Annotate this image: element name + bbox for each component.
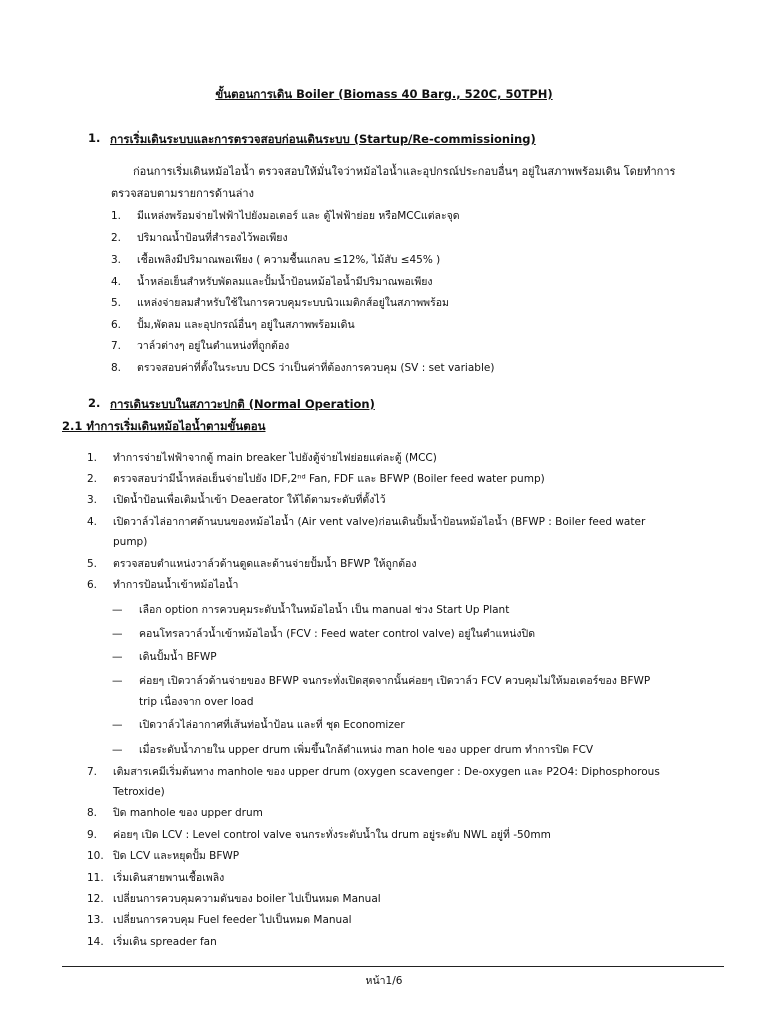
section-1-number: 1. <box>88 131 101 145</box>
item-number: 5. <box>111 297 122 309</box>
item-text: ทำการป้อนน้ำเข้าหม้อไอน้ำ <box>113 579 239 591</box>
footer-divider <box>62 966 724 967</box>
sub-item-text: เมื่อระดับน้ำภายใน upper drum เพิ่มขึ้นใกล้ตำแหน่ง man hole ของ upper drum ทำการปิด FCV <box>139 744 594 756</box>
item-number: 1. <box>111 210 122 222</box>
dash-bullet: — <box>112 744 123 756</box>
item-number: 1. <box>87 452 98 464</box>
item-text: Tetroxide) <box>113 786 165 798</box>
item-number: 9. <box>87 829 98 841</box>
item-number: 3. <box>87 494 98 506</box>
section-1-title: การเริ่มเดินระบบและการตรวจสอบก่อนเดินระบบ (Startup/Re-commissioning) <box>110 132 536 146</box>
document-title: ขั้นตอนการเดิน Boiler (Biomass 40 Barg., 520C, 50TPH) <box>215 87 553 101</box>
item-text: น้ำหล่อเย็นสำหรับพัดลมและปั้มน้ำป้อนหม้อไอน้ำมีปริมาณพอเพียง <box>137 276 433 288</box>
item-text: เปิดวาล์วไล่อากาศด้านบนของหม้อไอน้ำ (Air vent valve)ก่อนเดินปั้มน้ำป้อนหม้อไอน้ำ (BFWP : Boiler feed water <box>113 516 646 528</box>
item-text: ปั้ม,พัดลม และอุปกรณ์อื่นๆ อยู่ในสภาพพร้อมเดิน <box>137 319 355 331</box>
sub-item-text: ค่อยๆ เปิดวาล์วด้านจ่ายของ BFWP จนกระทั่งเปิดสุดจากนั้นค่อยๆ เปิดวาล์ว FCV ควบคุมไม่ให้มอเตอร์ของ BFWP <box>139 675 651 687</box>
item-text: เปลี่ยนการควบคุมความดันของ boiler ไปเป็นหมด Manual <box>113 893 381 905</box>
dash-bullet: — <box>112 651 123 663</box>
sub-item-text: เลือก option การควบคุมระดับน้ำในหม้อไอน้ำ เป็น manual ช่วง Start Up Plant <box>139 604 510 616</box>
item-text: ปิด LCV และหยุดปั้ม BFWP <box>113 850 240 862</box>
item-text: pump) <box>113 536 148 548</box>
dash-bullet: — <box>112 675 123 687</box>
item-text: ทำการจ่ายไฟฟ้าจากตู้ main breaker ไปยังตู้จ่ายไฟย่อยแต่ละตู้ (MCC) <box>113 452 437 464</box>
item-text: ค่อยๆ เปิด LCV : Level control valve จนกระทั่งระดับน้ำใน drum อยู่ระดับ NWL อยู่ที่ -50mm <box>113 829 551 841</box>
dash-bullet: — <box>112 628 123 640</box>
section-1-intro-line-2: ตรวจสอบตามรายการด้านล่าง <box>111 187 254 200</box>
item-text: เปลี่ยนการควบคุม Fuel feeder ไปเป็นหมด Manual <box>113 914 352 926</box>
item-text: วาล์วต่างๆ อยู่ในตำแหน่งที่ถูกต้อง <box>137 340 290 352</box>
item-text: เชื้อเพลิงมีปริมาณพอเพียง ( ความชื้นแกลบ ≤12%, ไม้สับ ≤45% ) <box>137 254 441 266</box>
section-2-1-heading <box>62 418 266 436</box>
sub-item-text: เดินปั้มน้ำ BFWP <box>139 651 217 663</box>
item-number: 14. <box>87 936 104 948</box>
item-number: 6. <box>111 319 122 331</box>
item-text: เติมสารเคมีเริ่มต้นทาง manhole ของ upper drum (oxygen scavenger : De-oxygen และ P2O4: Diphosphorous <box>113 766 660 778</box>
sub-item-text: เปิดวาล์วไล่อากาศที่เส้นท่อน้ำป้อน และที่ ชุด Economizer <box>139 719 405 731</box>
item-number: 5. <box>87 558 98 570</box>
item-text: ตรวจสอบค่าที่ตั้งในระบบ DCS ว่าเป็นค่าที่ต้องการควบคุม (SV : set variable) <box>137 362 495 374</box>
item-number: 4. <box>111 276 122 288</box>
item-number: 8. <box>111 362 122 374</box>
section-2-title: การเดินระบบในสภาวะปกติ (Normal Operation) <box>110 397 375 411</box>
item-text: ตรวจสอบว่ามีน้ำหล่อเย็นจ่ายไปยัง IDF,2ⁿᵈ Fan, FDF และ BFWP (Boiler feed water pump) <box>113 473 545 485</box>
item-text: เริ่มเดินสายพานเชื้อเพลิง <box>113 872 225 884</box>
page-number: หน้า1/6 <box>365 975 403 987</box>
item-text: เริ่มเดิน spreader fan <box>113 936 217 948</box>
section-2-number: 2. <box>88 396 101 410</box>
sub-item-text: trip เนื่องจาก over load <box>139 696 254 708</box>
item-number: 12. <box>87 893 104 905</box>
item-number: 2. <box>87 473 98 485</box>
item-number: 10. <box>87 850 104 862</box>
dash-bullet: — <box>112 719 123 731</box>
item-number: 7. <box>111 340 122 352</box>
item-text: ตรวจสอบตำแหน่งวาล์วด้านดูดและด้านจ่ายปั้มน้ำ BFWP ให้ถูกต้อง <box>113 558 417 570</box>
item-text: ปริมาณน้ำป้อนที่สำรองไว้พอเพียง <box>137 232 288 244</box>
section-1-intro-line-1: ก่อนการเริ่มเดินหม้อไอน้ำ ตรวจสอบให้มั่นใจว่าหม้อไอน้ำและอุปกรณ์ประกอบอื่นๆ อยู่ในสภาพพร้อมเดิน โดยทำการ <box>133 165 676 178</box>
item-text: ปิด manhole ของ upper drum <box>113 807 263 819</box>
item-number: 3. <box>111 254 122 266</box>
sub-item-text: คอนโทรลวาล์วน้ำเข้าหม้อไอน้ำ (FCV : Feed water control valve) อยู่ในตำแหน่งปิด <box>139 628 536 640</box>
item-number: 4. <box>87 516 98 528</box>
item-number: 2. <box>111 232 122 244</box>
dash-bullet: — <box>112 604 123 616</box>
item-number: 7. <box>87 766 98 778</box>
section-2-1-title: 2.1 ทำการเริ่มเดินหม้อไอน้ำตามขั้นตอน <box>62 419 266 433</box>
item-number: 11. <box>87 872 104 884</box>
item-number: 8. <box>87 807 98 819</box>
item-text: เปิดน้ำป้อนเพื่อเติมน้ำเข้า Deaerator ให้ได้ตามระดับที่ตั้งไว้ <box>113 494 386 506</box>
item-text: มีแหล่งพร้อมจ่ายไฟฟ้าไปยังมอเตอร์ และ ตู้ไฟฟ้าย่อย หรือMCCแต่ละจุด <box>137 210 460 222</box>
item-number: 13. <box>87 914 104 926</box>
item-text: แหล่งจ่ายลมสำหรับใช้ในการควบคุมระบบนิวแมติกส์อยู่ในสภาพพร้อม <box>137 297 449 309</box>
item-number: 6. <box>87 579 98 591</box>
